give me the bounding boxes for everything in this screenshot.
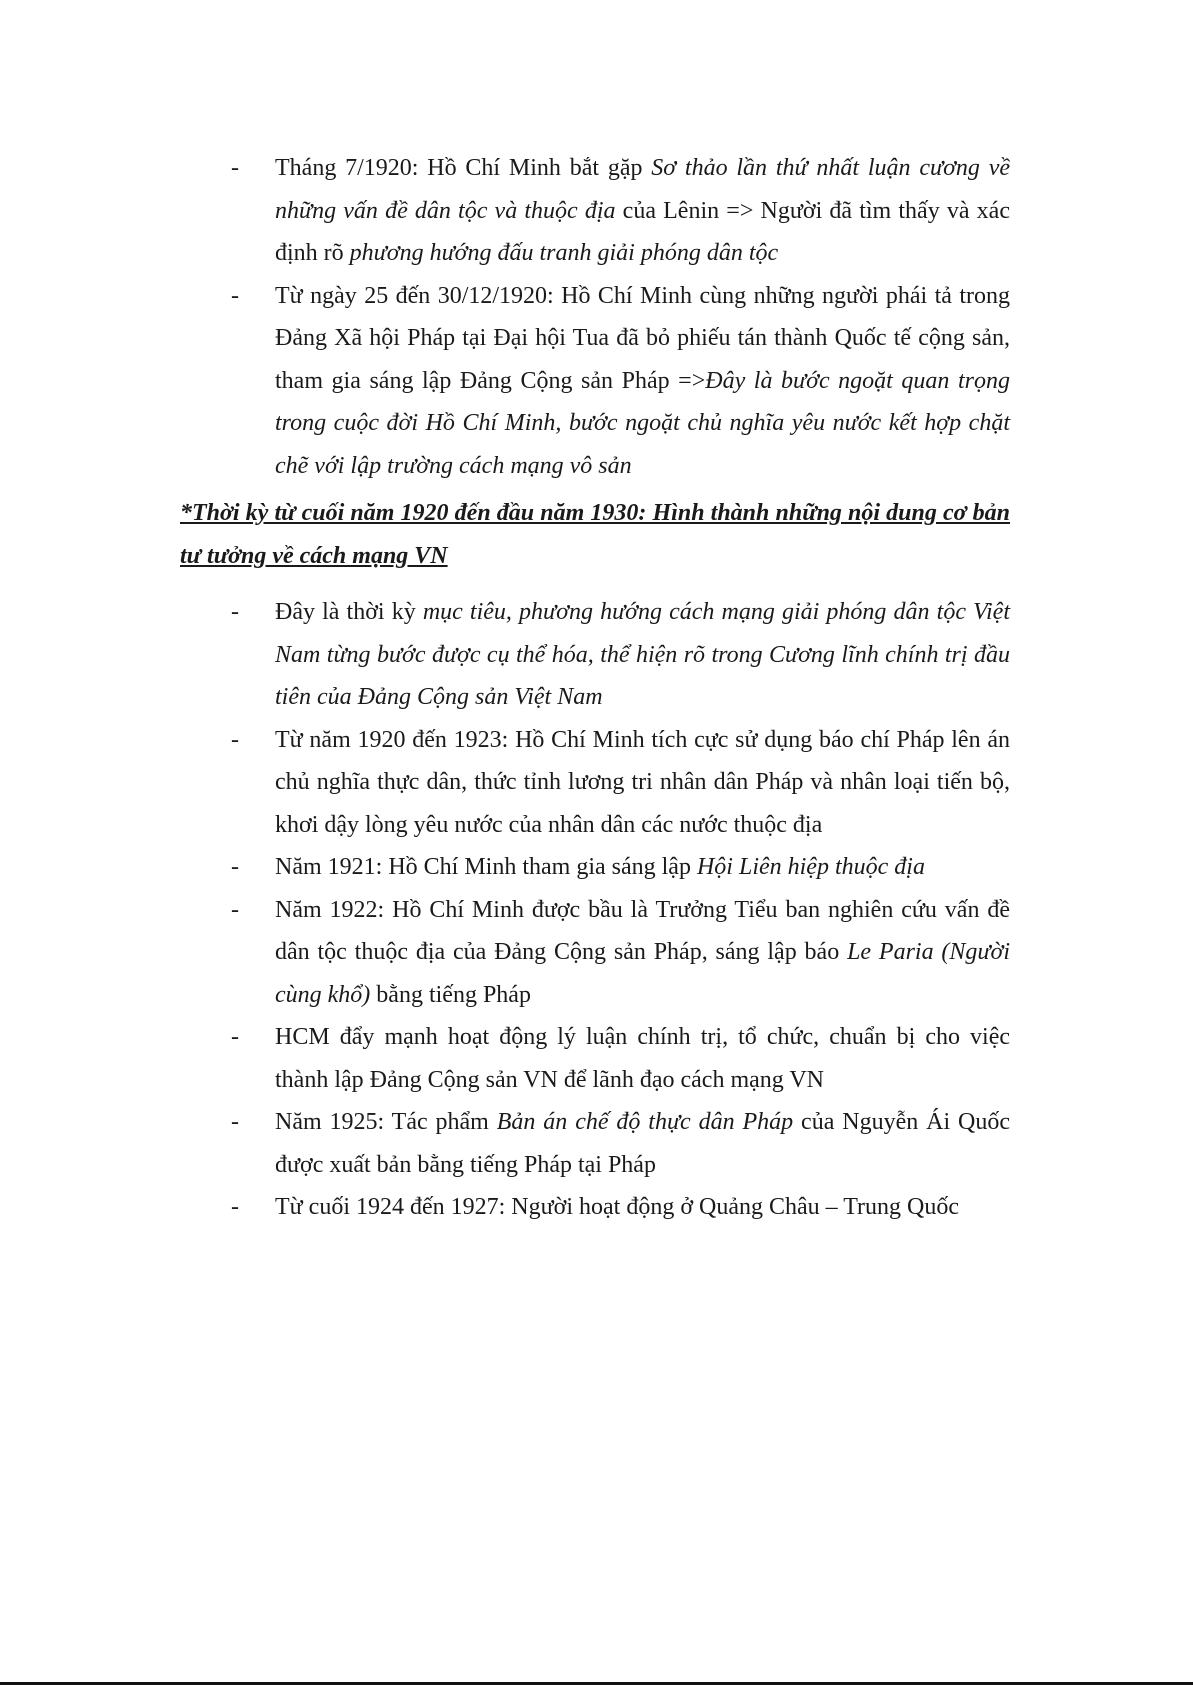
- text-run: Từ ngày 25 đến 30/12/1920: Hồ Chí Minh cùng những người phái tả trong Đảng Xã hội Pháp tại Đại hội Tua đã bỏ phiếu tán thành Quốc tế cộng sản, tham gia sáng lập Đảng Cộng sản Pháp =>: [275, 282, 1010, 394]
- list-item: [231, 889, 1010, 1017]
- italic-text-run: Bản án chế độ thực dân Pháp: [496, 1109, 794, 1135]
- bullet-dash: -: [231, 726, 239, 753]
- bullet-dash: -: [231, 854, 239, 880]
- list-item: [231, 1186, 1010, 1229]
- bullet-dash: -: [231, 599, 239, 625]
- list-item: [231, 275, 1010, 488]
- list-item: [231, 846, 1010, 889]
- text-run: Từ năm 1920 đến 1923: Hồ Chí Minh tích cực sử dụng báo chí Pháp lên án chủ nghĩa thực dân, thức tỉnh lương tri nhân dân Pháp và nhân loại tiến bộ, khơi dậy lòng yêu nước của nhân dân các nước thuộc địa: [275, 726, 1010, 838]
- text-run: của Lênin => Người đã tìm thấy và xác định rõ: [275, 197, 1010, 266]
- list-item: [231, 1016, 1010, 1101]
- text-run: Đây là thời kỳ: [275, 599, 423, 625]
- bullet-list-2: [180, 591, 1010, 1229]
- text-run: Năm 1921: Hồ Chí Minh tham gia sáng lập: [275, 854, 697, 880]
- list-item: [231, 147, 1011, 275]
- italic-text-run: mục tiêu, phương hướng cách mạng giải phóng dân tộc Việt Nam từng bước được cụ thể hóa, thể hiện rõ trong Cương lĩnh chính trị đầu tiên của Đảng Cộng sản Việt Nam: [275, 599, 1010, 710]
- bullet-dash: -: [231, 1109, 239, 1135]
- list-item: [231, 1101, 1011, 1186]
- text-run: bằng tiếng Pháp: [370, 981, 531, 1008]
- bullet-list-1: [180, 147, 1010, 487]
- section-1: [180, 147, 1010, 487]
- text-run: HCM đẩy mạnh hoạt động lý luận chính trị, tổ chức, chuẩn bị cho việc thành lập Đảng Cộng sản VN để lãnh đạo cách mạng VN: [275, 1024, 1010, 1093]
- list-item: [231, 591, 1010, 719]
- text-run: của Nguyễn Ái Quốc được xuất bản bằng tiếng Pháp tại Pháp: [275, 1109, 1011, 1178]
- bullet-dash: -: [231, 1024, 239, 1050]
- italic-text-run: Le Paria (Người cùng khổ): [275, 939, 1010, 1008]
- section-heading: *Thời kỳ từ cuối năm 1920 đến đầu năm 1930: Hình thành những nội dung cơ bản tư tưởng về cách mạng VN: [180, 500, 1010, 569]
- bullet-dash: -: [231, 282, 239, 309]
- bullet-dash: -: [231, 896, 239, 923]
- section-2: [180, 591, 1010, 1229]
- bullet-dash: -: [231, 1194, 239, 1220]
- text-run: Năm 1922: Hồ Chí Minh được bầu là Trưởng Tiểu ban nghiên cứu vấn đề dân tộc thuộc địa của Đảng Cộng sản Pháp, sáng lập báo: [275, 896, 1010, 965]
- italic-text-run: Hội Liên hiệp thuộc địa: [696, 854, 925, 880]
- text-run: Năm 1925: Tác phẩm: [275, 1109, 497, 1135]
- text-run: Từ cuối 1924 đến 1927: Người hoạt động ở Quảng Châu – Trung Quốc: [275, 1194, 960, 1220]
- list-item: [231, 719, 1010, 847]
- italic-text-run: phương hướng đấu tranh giải phóng dân tộc: [349, 240, 779, 266]
- italic-text-run: Sơ thảo lần thứ nhất luận cương về những vấn đề dân tộc và thuộc địa: [275, 155, 1011, 224]
- bullet-dash: -: [231, 155, 239, 181]
- italic-text-run: Đây là bước ngoặt quan trọng trong cuộc đời Hồ Chí Minh, bước ngoặt chủ nghĩa yêu nước kết hợp chặt chẽ với lập trường cách mạng vô sản: [275, 367, 1010, 479]
- text-run: Tháng 7/1920: Hồ Chí Minh bắt gặp: [275, 155, 652, 181]
